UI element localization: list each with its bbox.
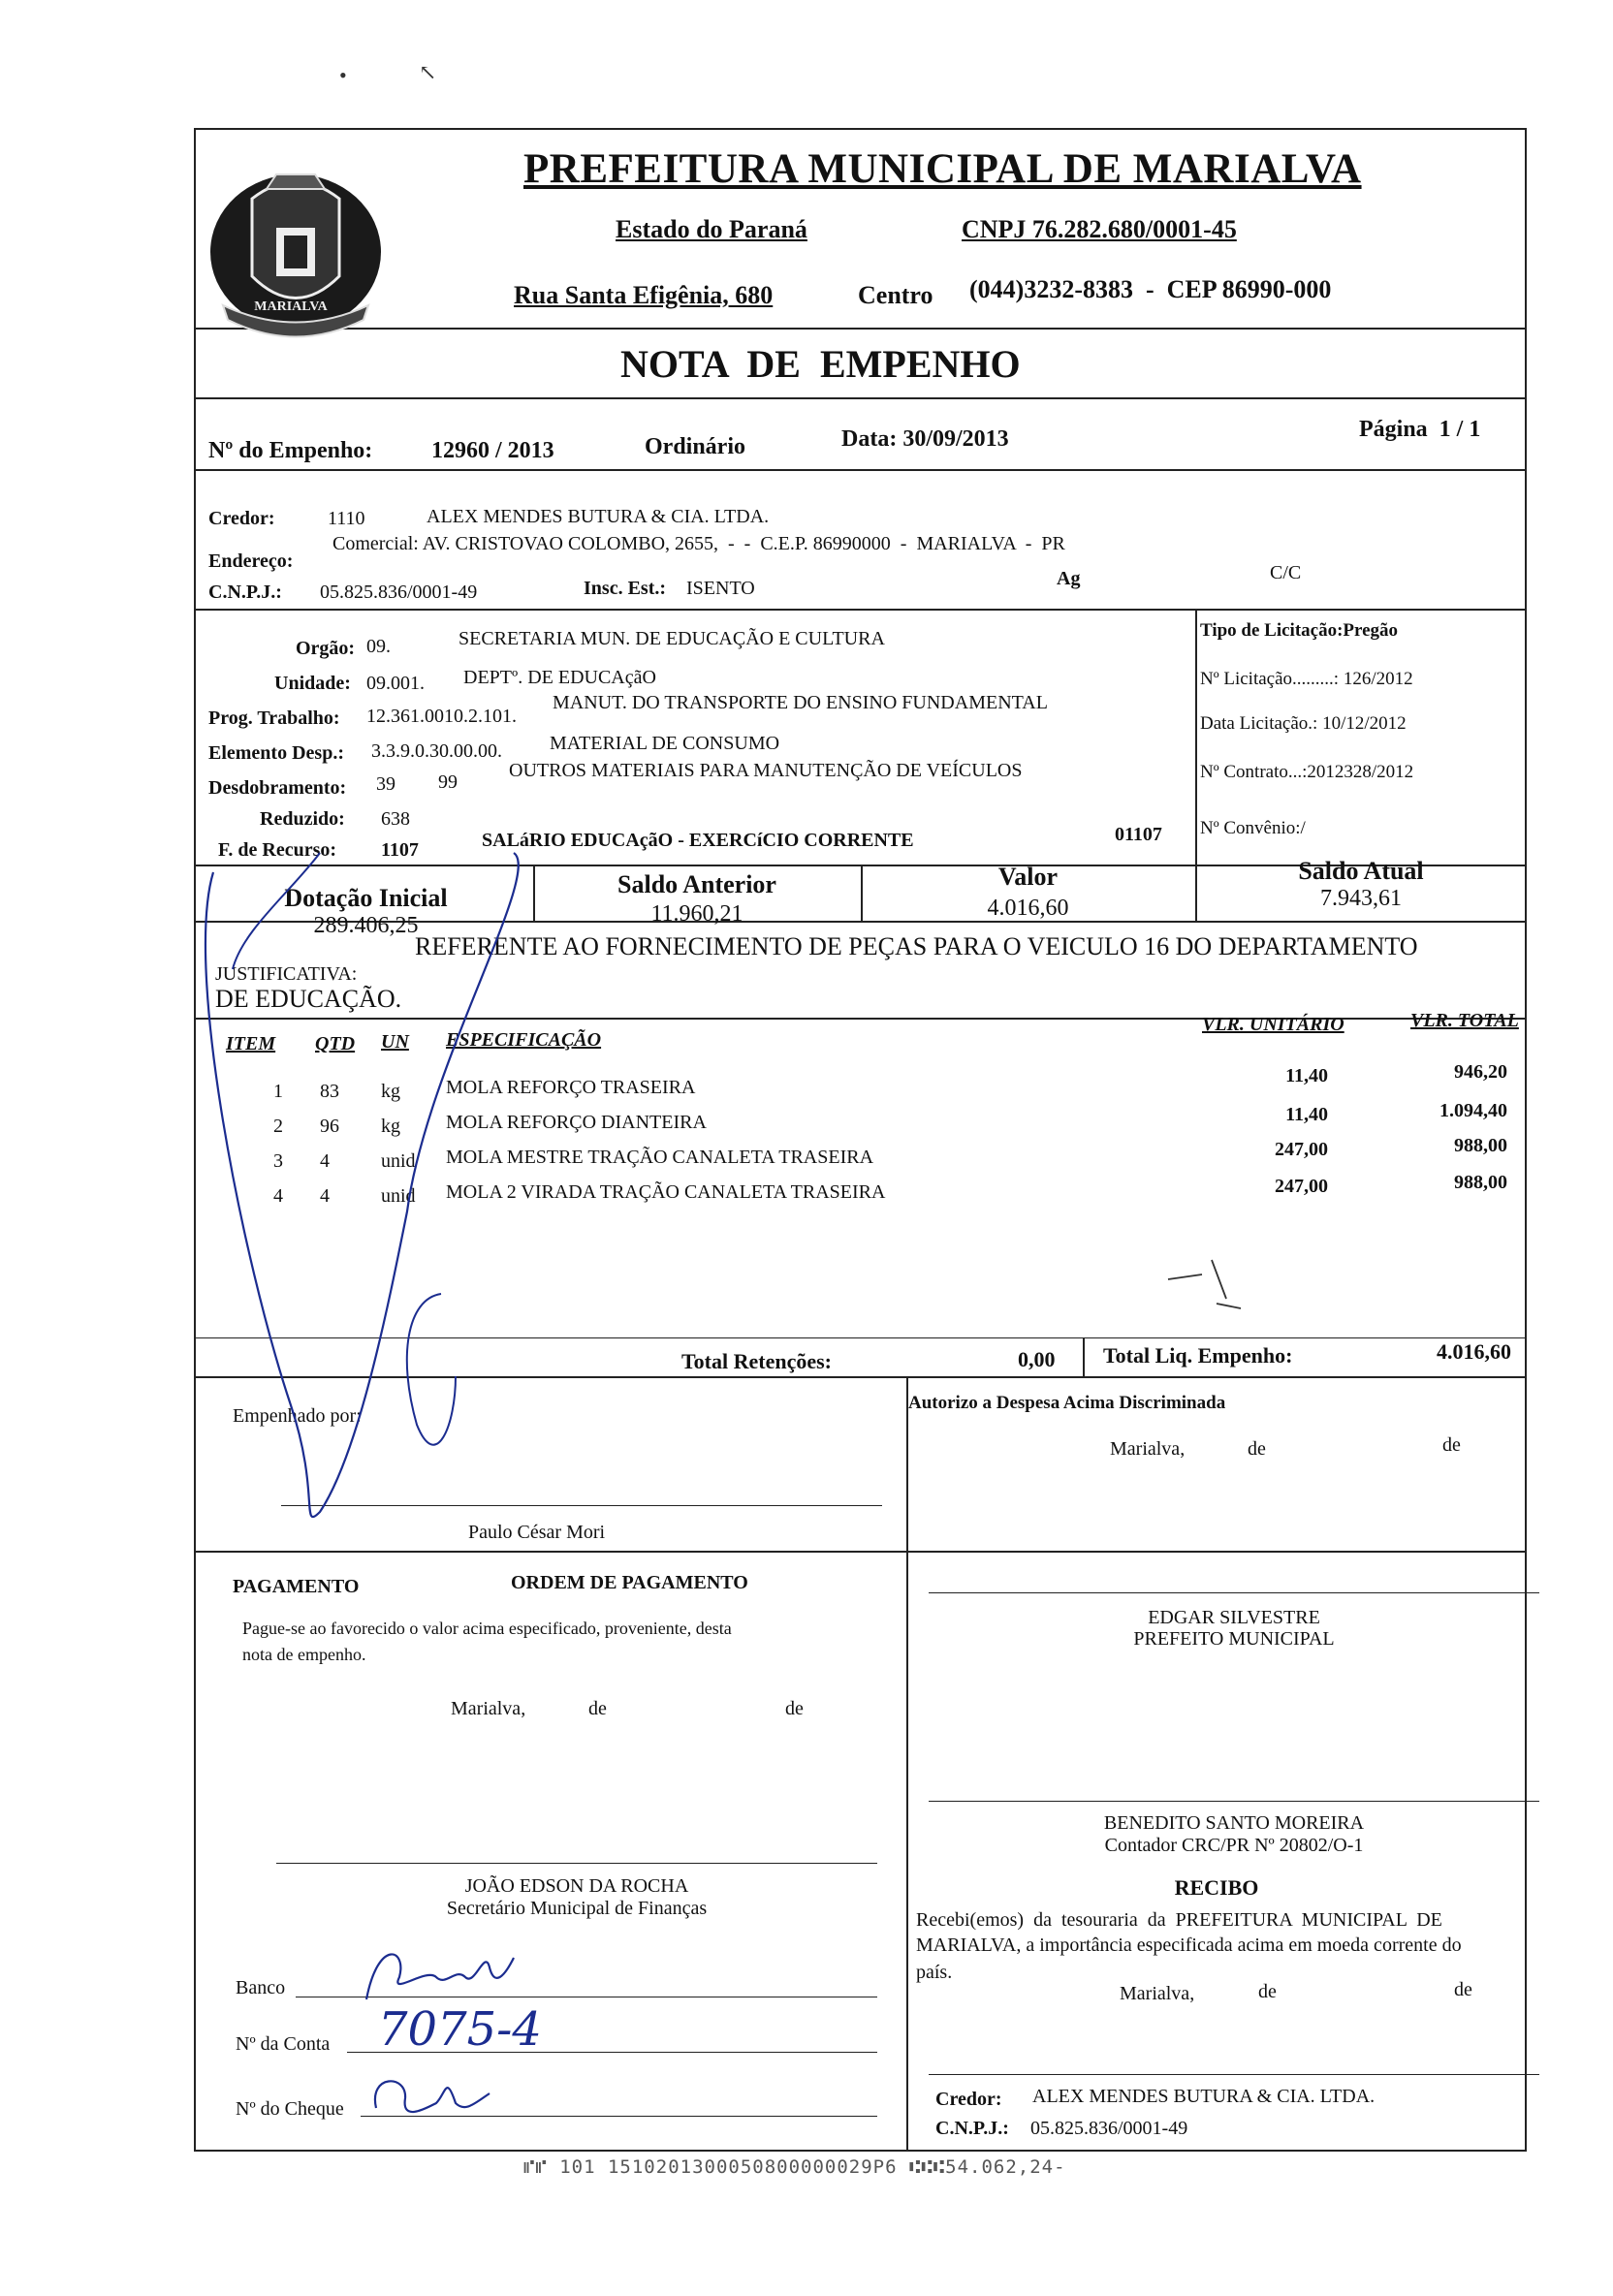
liq-label: Total Liq. Empenho: bbox=[1103, 1343, 1293, 1368]
prefeito-name: EDGAR SILVESTRE bbox=[1148, 1607, 1320, 1628]
justificativa-text-cont: DE EDUCAÇÃO. bbox=[215, 985, 402, 1013]
item-qty: 83 bbox=[320, 1081, 339, 1102]
desdob-label: Desdobramento: bbox=[208, 777, 347, 799]
autorizo-de2: de bbox=[1442, 1434, 1461, 1456]
item-unit-price: 247,00 bbox=[1275, 1139, 1328, 1160]
item-total: 946,20 bbox=[1454, 1061, 1507, 1083]
elem-code: 3.3.9.0.30.00.00. bbox=[371, 740, 502, 762]
orgao-name: SECRETARIA MUN. DE EDUCAÇÃO E CULTURA bbox=[459, 628, 885, 649]
retencoes-value: 0,00 bbox=[1018, 1347, 1056, 1371]
reduzido-label: Reduzido: bbox=[260, 808, 345, 830]
scan-mark: • bbox=[339, 63, 347, 87]
recibo-cnpj-label: C.N.P.J.: bbox=[935, 2118, 1009, 2139]
item-unit-price: 247,00 bbox=[1275, 1176, 1328, 1197]
insc-label: Insc. Est.: bbox=[584, 578, 667, 599]
page-number: Página 1 / 1 bbox=[1359, 417, 1481, 442]
pagamento-label: PAGAMENTO bbox=[233, 1576, 360, 1597]
reduzido-code: 638 bbox=[381, 808, 410, 830]
autorizo-place: Marialva, bbox=[1110, 1438, 1186, 1460]
licitacao-date: Data Licitação.: 10/12/2012 bbox=[1200, 713, 1407, 734]
item-unit: unid bbox=[381, 1185, 416, 1207]
saldo-anterior-label: Saldo Anterior bbox=[617, 870, 776, 898]
item-spec: MOLA MESTRE TRAÇÃO CANALETA TRASEIRA bbox=[446, 1147, 874, 1168]
prog-code: 12.361.0010.2.101. bbox=[366, 706, 517, 727]
cnpj-header: CNPJ 76.282.680/0001-45 bbox=[962, 215, 1237, 243]
unidade-code: 09.001. bbox=[366, 673, 425, 694]
item-number: 3 bbox=[273, 1150, 283, 1172]
page-title: PREFEITURA MUNICIPAL DE MARIALVA bbox=[523, 146, 1362, 192]
fonte-label: F. de Recurso: bbox=[218, 839, 337, 861]
recibo-de1: de bbox=[1258, 1981, 1277, 2002]
conta-handwritten: 7075-4 bbox=[378, 2002, 542, 2057]
valor-label: Valor bbox=[997, 863, 1059, 891]
empenhado-name: Paulo César Mori bbox=[468, 1522, 606, 1543]
pagamento-de2: de bbox=[785, 1698, 804, 1719]
fonte-code: 1107 bbox=[381, 839, 419, 861]
district: Centro bbox=[858, 281, 933, 309]
empenho-label: Nº do Empenho: bbox=[208, 438, 373, 463]
micr-line: ⑈⑈ 101 1510201300050800000029P6 ⑆⑆⑆54.062,24- bbox=[523, 2156, 1066, 2178]
valor-value: 4.016,60 bbox=[987, 896, 1069, 921]
credor-cnpj: 05.825.836/0001-49 bbox=[320, 582, 478, 603]
autorizo-de1: de bbox=[1248, 1438, 1266, 1460]
desdob-code: 39 bbox=[376, 773, 395, 795]
secretario-role: Secretário Municipal de Finanças bbox=[446, 1898, 708, 1919]
licitacao-number: Nº Licitação.........: 126/2012 bbox=[1200, 669, 1413, 689]
elem-name: MATERIAL DE CONSUMO bbox=[550, 733, 780, 754]
document-title: NOTA DE EMPENHO bbox=[620, 342, 1021, 386]
autorizo-label: Autorizo a Despesa Acima Discriminada bbox=[908, 1393, 1226, 1413]
agency-label: Ag bbox=[1057, 568, 1081, 589]
scan-mark: ↖ bbox=[419, 60, 437, 84]
secretario-name: JOÃO EDSON DA ROCHA bbox=[464, 1875, 689, 1897]
item-unit: unid bbox=[381, 1150, 416, 1172]
col-unit-value: VLR. UNITÁRIO bbox=[1202, 1014, 1344, 1035]
conta-label: Nº da Conta bbox=[236, 2033, 331, 2055]
item-qty: 4 bbox=[320, 1150, 330, 1172]
convenio-number: Nº Convênio:/ bbox=[1200, 818, 1306, 838]
orgao-label: Orgão: bbox=[296, 638, 356, 659]
credor-label: Credor: bbox=[208, 508, 275, 529]
item-unit-price: 11,40 bbox=[1285, 1065, 1328, 1086]
item-spec: MOLA REFORÇO DIANTEIRA bbox=[446, 1112, 707, 1133]
licitacao-type: Tipo de Licitação:Pregão bbox=[1200, 620, 1399, 641]
address-label: Endereço: bbox=[208, 550, 294, 572]
col-item: ITEM bbox=[226, 1033, 276, 1054]
desdob-name: OUTROS MATERIAIS PARA MANUTENÇÃO DE VEÍCULOS bbox=[509, 760, 1023, 781]
dotacao-label: Dotação Inicial bbox=[284, 884, 448, 912]
unidade-label: Unidade: bbox=[274, 673, 351, 694]
cnpj-label: C.N.P.J.: bbox=[208, 582, 282, 603]
recibo-cnpj: 05.825.836/0001-49 bbox=[1030, 2118, 1188, 2139]
saldo-atual-label: Saldo Atual bbox=[1298, 857, 1424, 885]
insc-value: ISENTO bbox=[686, 578, 755, 599]
pagamento-text: Pague-se ao favorecido o valor acima especificado, proveniente, desta bbox=[242, 1619, 732, 1638]
empenho-type: Ordinário bbox=[645, 434, 746, 459]
prefeito-role: PREFEITO MUNICIPAL bbox=[1133, 1628, 1335, 1650]
item-unit: kg bbox=[381, 1116, 400, 1137]
col-un: UN bbox=[381, 1031, 409, 1053]
item-unit-price: 11,40 bbox=[1285, 1104, 1328, 1125]
justificativa-text: REFERENTE AO FORNECIMENTO DE PEÇAS PARA O VEICULO 16 DO DEPARTAMENTO bbox=[415, 932, 1418, 960]
item-total: 1.094,40 bbox=[1439, 1100, 1507, 1121]
recibo-text-end: país. bbox=[916, 1962, 953, 1983]
item-qty: 4 bbox=[320, 1185, 330, 1207]
item-qty: 96 bbox=[320, 1116, 339, 1137]
empenhado-label: Empenhado por: bbox=[233, 1405, 362, 1427]
prog-name: MANUT. DO TRANSPORTE DO ENSINO FUNDAMENTAL bbox=[553, 692, 1048, 713]
recibo-title: RECIBO bbox=[1174, 1875, 1259, 1900]
credor-code: 1110 bbox=[328, 508, 365, 529]
desdob-sub: 99 bbox=[438, 771, 458, 793]
item-number: 2 bbox=[273, 1116, 283, 1137]
contador-role: Contador CRC/PR Nº 20802/O-1 bbox=[1104, 1835, 1364, 1856]
item-number: 4 bbox=[273, 1185, 283, 1207]
saldo-anterior-value: 11.960,21 bbox=[650, 901, 743, 927]
banco-label: Banco bbox=[236, 1977, 286, 1998]
fonte-reference: 01107 bbox=[1115, 824, 1162, 845]
item-spec: MOLA REFORÇO TRASEIRA bbox=[446, 1077, 696, 1098]
empenho-date: Data: 30/09/2013 bbox=[841, 426, 1009, 452]
liq-value: 4.016,60 bbox=[1437, 1339, 1511, 1364]
saldo-atual-value: 7.943,61 bbox=[1320, 886, 1402, 911]
cheque-label: Nº do Cheque bbox=[236, 2098, 344, 2120]
pagamento-de1: de bbox=[588, 1698, 607, 1719]
street-address: Rua Santa Efigênia, 680 bbox=[514, 281, 774, 309]
col-total-value: VLR. TOTAL bbox=[1410, 1010, 1519, 1031]
recibo-credor-label: Credor: bbox=[935, 2089, 1002, 2110]
fonte-name: SALáRIO EDUCAçãO - EXERCíCIO CORRENTE bbox=[482, 830, 914, 851]
recibo-de2: de bbox=[1454, 1979, 1472, 2000]
retencoes-label: Total Retenções: bbox=[681, 1349, 832, 1373]
col-spec: ESPECIFICAÇÃO bbox=[446, 1029, 602, 1051]
pagamento-text-cont: nota de empenho. bbox=[242, 1645, 366, 1664]
phone-cep: (044)3232-8383 - CEP 86990-000 bbox=[969, 275, 1332, 303]
empenho-number: 12960 / 2013 bbox=[431, 438, 554, 463]
credor-address: Comercial: AV. CRISTOVAO COLOMBO, 2655, - - C.E.P. 86990000 - MARIALVA - PR bbox=[332, 533, 1065, 554]
crest-banner-text: MARIALVA bbox=[254, 299, 328, 314]
item-unit: kg bbox=[381, 1081, 400, 1102]
elem-label: Elemento Desp.: bbox=[208, 742, 344, 764]
prog-label: Prog. Trabalho: bbox=[208, 708, 340, 729]
account-label: C/C bbox=[1270, 562, 1302, 583]
justificativa-label: JUSTIFICATIVA: bbox=[215, 963, 358, 985]
dotacao-value: 289.406,25 bbox=[313, 913, 419, 938]
recibo-place: Marialva, bbox=[1120, 1983, 1195, 2004]
credor-name: ALEX MENDES BUTURA & CIA. LTDA. bbox=[427, 506, 770, 527]
pagamento-place: Marialva, bbox=[451, 1698, 526, 1719]
ordem-label: ORDEM DE PAGAMENTO bbox=[511, 1572, 748, 1593]
recibo-text: Recebi(emos) da tesouraria da PREFEITURA MUNICIPAL DE bbox=[916, 1909, 1442, 1931]
item-spec: MOLA 2 VIRADA TRAÇÃO CANALETA TRASEIRA bbox=[446, 1181, 886, 1203]
orgao-code: 09. bbox=[366, 636, 391, 657]
contract-number: Nº Contrato...:2012328/2012 bbox=[1200, 762, 1414, 782]
contador-name: BENEDITO SANTO MOREIRA bbox=[1103, 1812, 1365, 1834]
col-qtd: QTD bbox=[315, 1033, 356, 1054]
unidade-name: DEPTº. DE EDUCAçãO bbox=[463, 667, 656, 688]
state-name: Estado do Paraná bbox=[616, 215, 807, 243]
item-number: 1 bbox=[273, 1081, 283, 1102]
recibo-text-cont: MARIALVA, a importância especificada acima em moeda corrente do bbox=[916, 1934, 1462, 1956]
recibo-credor: ALEX MENDES BUTURA & CIA. LTDA. bbox=[1032, 2086, 1376, 2107]
item-total: 988,00 bbox=[1454, 1135, 1507, 1156]
item-total: 988,00 bbox=[1454, 1172, 1507, 1193]
